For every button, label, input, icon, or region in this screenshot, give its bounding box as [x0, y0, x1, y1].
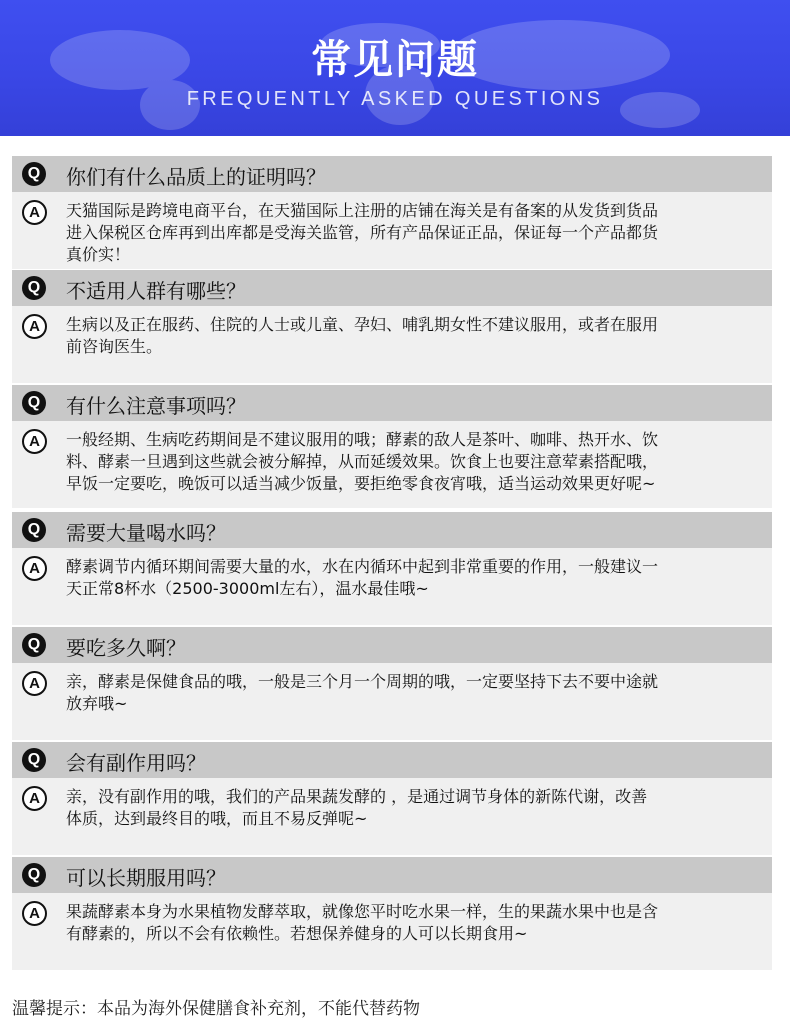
question-bar: [12, 385, 772, 421]
faq-item: [12, 385, 772, 508]
answer-text: 一般经期、生病吃药期间是不建议服用的哦；酵素的敌人是茶叶、咖啡、热开水、饮 料、酵素一旦遇到这些就会被分解掉，从而延缓效果。饮食上也要注意荤素搭配哦， 早饭一定要吃，晚饭可以适当减少饭量，要拒绝零食夜宵哦，适当运动效果更好呢~: [66, 430, 659, 493]
answer-text: 天猫国际是跨境电商平台，在天猫国际上注册的店铺在海关是有备案的从发货到货品 进入保税区仓库再到出库都是受海关监管，所有产品保证正品，保证每一个产品都货 真价实！: [66, 201, 659, 264]
faq-item: [12, 742, 772, 855]
answer-icon: A: [22, 200, 47, 225]
answer-icon: A: [22, 429, 47, 454]
question-text: 要吃多久啊？: [66, 636, 186, 660]
question-icon: Q: [22, 633, 46, 657]
question-icon: Q: [22, 391, 46, 415]
faq-item: [12, 512, 772, 625]
question-icon: Q: [22, 863, 46, 887]
question-text: 你们有什么品质上的证明吗？: [66, 165, 326, 189]
answer-text: 亲，没有副作用的哦，我们的产品果蔬发酵的 ，是通过调节身体的新陈代谢，改善 体质，达到最终目的哦，而且不易反弹呢~: [66, 787, 648, 828]
question-bar: [12, 156, 772, 192]
question-icon: Q: [22, 162, 46, 186]
answer-icon: A: [22, 786, 47, 811]
answer-text: 亲，酵素是保健食品的哦，一般是三个月一个周期的哦，一定要坚持下去不要中途就 放弃哦~: [66, 672, 659, 713]
question-text: 需要大量喝水吗？: [66, 521, 226, 545]
question-icon: Q: [22, 276, 46, 300]
answer-text: 生病以及正在服药、住院的人士或儿童、孕妇、哺乳期女性不建议服用，或者在服用 前咨询医生。: [66, 315, 659, 356]
question-bar: [12, 270, 772, 306]
faq-item: [12, 627, 772, 740]
footer-notice: 温馨提示：本品为海外保健膳食补充剂，不能代替药物: [12, 999, 420, 1019]
question-bar: [12, 627, 772, 663]
answer-icon: A: [22, 556, 47, 581]
faq-header-banner: [0, 0, 790, 136]
question-bar: [12, 512, 772, 548]
question-text: 会有副作用吗？: [66, 751, 206, 775]
answer-text: 果蔬酵素本身为水果植物发酵萃取，就像您平时吃水果一样，生的果蔬水果中也是含 有酵素的，所以不会有依赖性。若想保养健身的人可以长期食用~: [66, 902, 659, 943]
answer-icon: A: [22, 314, 47, 339]
question-text: 可以长期服用吗？: [66, 866, 226, 890]
faq-item: [12, 270, 772, 383]
answer-text: 酵素调节内循环期间需要大量的水，水在内循环中起到非常重要的作用，一般建议一 天正常8杯水（2500-3000ml左右），温水最佳哦~: [66, 557, 659, 598]
faq-item: [12, 857, 772, 970]
faq-item: [12, 156, 772, 269]
answer-icon: A: [22, 671, 47, 696]
question-bar: [12, 857, 772, 893]
page-title: 常见问题: [311, 37, 479, 83]
question-icon: Q: [22, 518, 46, 542]
question-bar: [12, 742, 772, 778]
question-icon: Q: [22, 748, 46, 772]
page-subtitle: FREQUENTLY ASKED QUESTIONS: [186, 88, 604, 110]
question-text: 不适用人群有哪些？: [66, 279, 246, 303]
answer-icon: A: [22, 901, 47, 926]
question-text: 有什么注意事项吗？: [66, 394, 246, 418]
